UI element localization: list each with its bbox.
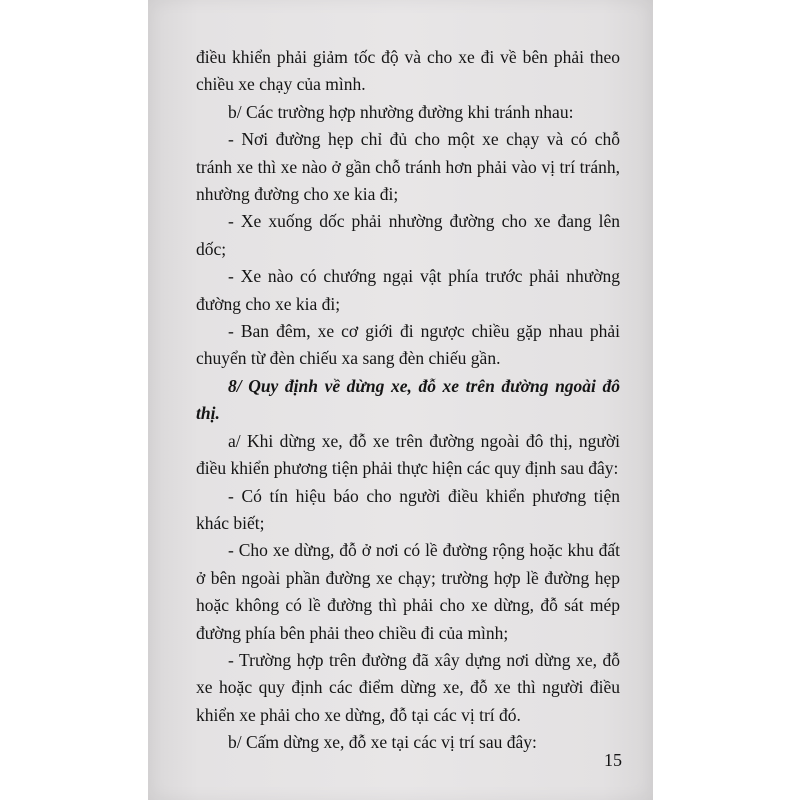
paragraph-prohibited-heading: b/ Cấm dừng xe, đỗ xe tại các vị trí sau đây: [228,732,537,753]
paragraph-continuation: điều khiển phải giảm tốc độ và cho xe đi về bên phải theo chiều xe chạy của mình. [196,47,620,95]
paragraph-downhill: - Xe xuống dốc phải nhường đường cho xe đang lên dốc; [196,211,620,259]
section-heading-8: 8/ Quy định về dừng xe, đỗ xe trên đường ngoài đô thị. [196,375,620,424]
paragraph-designated-stops: - Trường hợp trên đường đã xây dựng nơi dừng xe, đỗ xe hoặc quy định các điểm dừng xe, đỗ xe thì người điều khiển xe phải cho xe dừng, đỗ tại các vị trí đó. [196,649,620,725]
paragraph-night-lights: - Ban đêm, xe cơ giới đi ngược chiều gặp nhau phải chuyển từ đèn chiếu xa sang đèn chiếu gần. [196,321,620,369]
paragraph-obstacle: - Xe nào có chướng ngại vật phía trước phải nhường đường cho xe kia đi; [196,266,620,314]
book-page [148,0,653,800]
paragraph-yield-cases-heading: b/ Các trường hợp nhường đường khi tránh nhau: [228,101,574,122]
paragraph-narrow-road: - Nơi đường hẹp chỉ đủ cho một xe chạy và có chỗ tránh xe thì xe nào ở gần chỗ tránh hơn phải vào vị trí tránh, nhường đường cho xe kia đi; [196,129,620,205]
paragraph-stopping-rules: a/ Khi dừng xe, đỗ xe trên đường ngoài đô thị, người điều khiển phương tiện phải thực hiện các quy định sau đây: [196,430,620,479]
paragraph-signal: - Có tín hiệu báo cho người điều khiển phương tiện khác biết; [196,485,620,533]
paragraph-roadside: - Cho xe dừng, đỗ ở nơi có lề đường rộng hoặc khu đất ở bên ngoài phần đường xe chạy; trường hợp lề đường hẹp hoặc không có lề đường thì phải cho xe dừng, đỗ sát mép đường phía bên phải theo chiều đi của mình; [196,540,620,643]
page-body-text [196,44,620,757]
page-number: 15 [604,750,622,770]
